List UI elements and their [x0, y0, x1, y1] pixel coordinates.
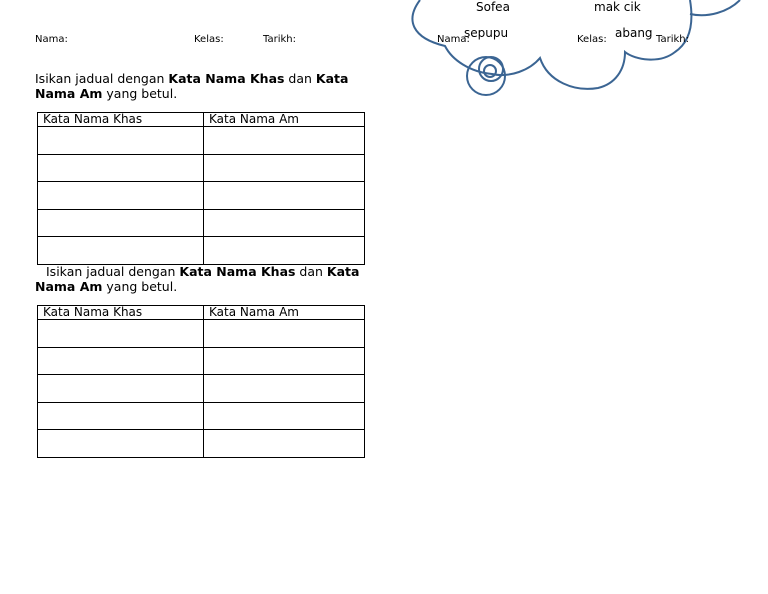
cloud-bubble-small — [484, 65, 496, 77]
instruction-2-mid: dan — [295, 264, 327, 279]
instruction-2-bold-am: Kata Nama Am — [35, 264, 360, 294]
cloud-word-abang: abang — [615, 26, 653, 40]
nama-label: Nama: — [35, 34, 68, 45]
table-row — [38, 430, 365, 458]
answer-cell-am[interactable] — [204, 154, 365, 182]
answer-cell-khas[interactable] — [38, 430, 204, 458]
answer-cell-khas[interactable] — [38, 375, 204, 403]
answer-cell-am[interactable] — [204, 320, 365, 348]
answer-table-1 — [37, 112, 365, 265]
answer-cell-am[interactable] — [204, 375, 365, 403]
cloud-outline-right — [690, 0, 740, 15]
instruction-1-mid: dan — [284, 71, 316, 86]
instruction-2-suffix: yang betul. — [102, 279, 178, 294]
instruction-2-bold-khas: Kata Nama Khas — [179, 264, 296, 279]
table-row — [38, 154, 365, 182]
table-header-row — [38, 306, 365, 320]
table-row — [38, 402, 365, 430]
column-header-am: Kata Nama Am — [204, 306, 365, 320]
table-row — [38, 320, 365, 348]
answer-cell-am[interactable] — [204, 127, 365, 155]
answer-cell-am[interactable] — [204, 347, 365, 375]
table-header-row — [38, 113, 365, 127]
answer-cell-khas[interactable] — [38, 182, 204, 210]
tarikh-label-right: Tarikh: — [656, 34, 689, 45]
tarikh-label: Tarikh: — [263, 34, 296, 45]
answer-table-2 — [37, 305, 365, 458]
answer-cell-am[interactable] — [204, 209, 365, 237]
answer-cell-khas[interactable] — [38, 209, 204, 237]
instruction-1 — [35, 71, 365, 101]
kelas-label-right: Kelas: — [577, 34, 607, 45]
instruction-2-prefix: Isikan jadual dengan — [46, 264, 180, 279]
answer-cell-am[interactable] — [204, 237, 365, 265]
column-header-khas: Kata Nama Khas — [38, 113, 204, 127]
table-row — [38, 237, 365, 265]
cloud-word-sepupu: sepupu — [464, 26, 509, 40]
instruction-2 — [35, 264, 365, 294]
table-row — [38, 375, 365, 403]
answer-cell-khas[interactable] — [38, 347, 204, 375]
thought-cloud — [0, 0, 768, 120]
table-row — [38, 347, 365, 375]
table-row — [38, 127, 365, 155]
cloud-word-mak-cik: mak cik — [594, 0, 641, 14]
answer-cell-am[interactable] — [204, 430, 365, 458]
answer-cell-khas[interactable] — [38, 402, 204, 430]
answer-cell-am[interactable] — [204, 402, 365, 430]
instruction-1-bold-khas: Kata Nama Khas — [168, 71, 285, 86]
answer-cell-khas[interactable] — [38, 237, 204, 265]
instruction-1-prefix: Isikan jadual dengan — [35, 71, 169, 86]
instruction-1-suffix: yang betul. — [102, 86, 178, 101]
answer-cell-khas[interactable] — [38, 127, 204, 155]
table-row — [38, 209, 365, 237]
kelas-label: Kelas: — [194, 34, 224, 45]
answer-cell-khas[interactable] — [38, 154, 204, 182]
cloud-word-sofea: Sofea — [476, 0, 510, 14]
answer-cell-khas[interactable] — [38, 320, 204, 348]
column-header-khas: Kata Nama Khas — [38, 306, 204, 320]
answer-cell-am[interactable] — [204, 182, 365, 210]
instruction-1-bold-am: Kata Nama Am — [35, 71, 349, 101]
nama-label-right: Nama: — [437, 34, 470, 45]
table-row — [38, 182, 365, 210]
column-header-am: Kata Nama Am — [204, 113, 365, 127]
